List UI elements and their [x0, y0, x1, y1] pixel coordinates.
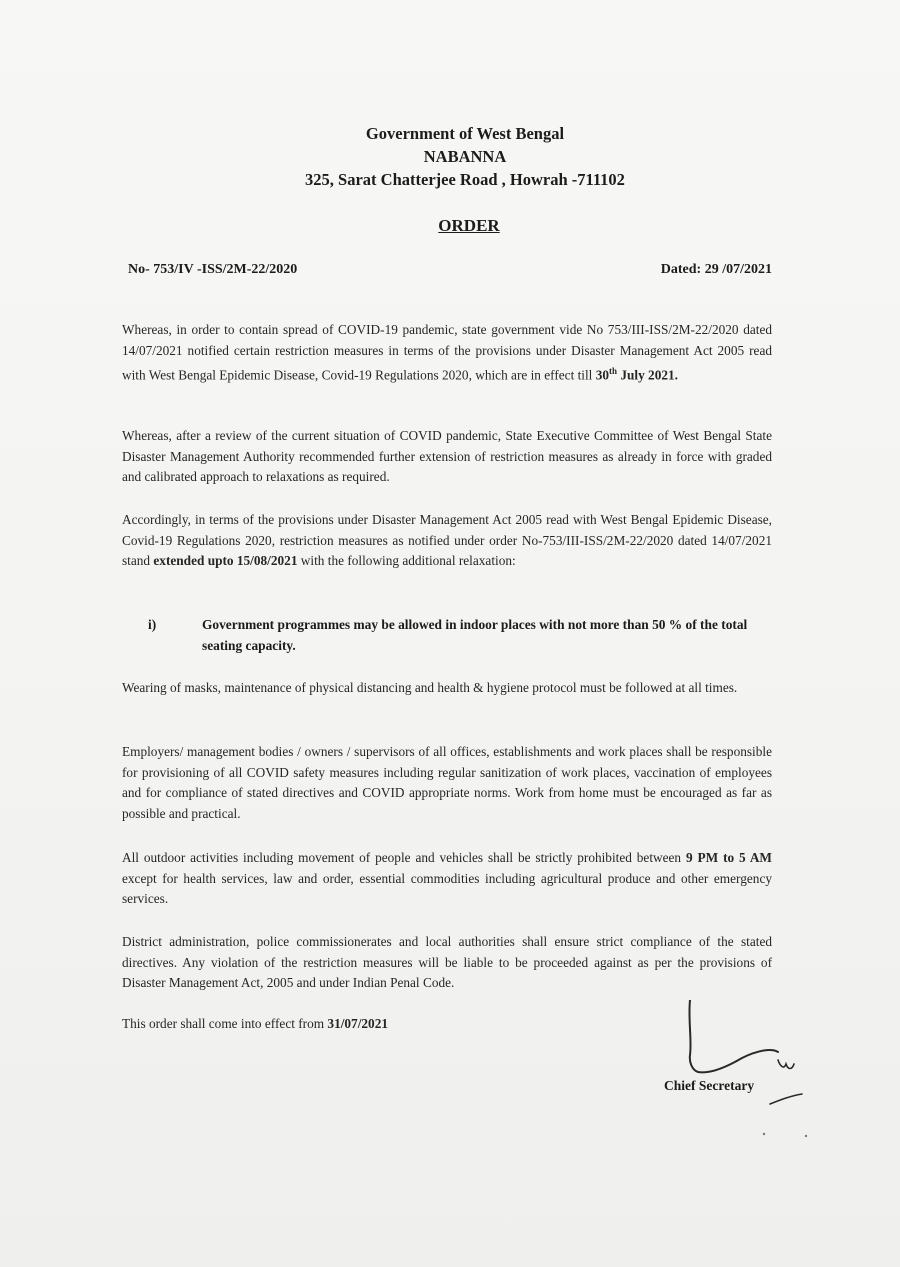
paragraph-9-bold: 31/07/2021 [327, 1016, 388, 1031]
paragraph-2: Whereas, after a review of the current situation of COVID pandemic, State Executive Committee of West Bengal State Disaster Management Authority recommended further extension of restriction measures as already in force with graded and calibrated approach to relaxations as required. [122, 428, 772, 485]
paragraph-6: Employers/ management bodies / owners / supervisors of all offices, establishments and work places shall be responsible for provisioning of all COVID safety measures including regular sanitization of work places, vaccination of employees and for compliance of stated directives and COVID appropriate norms. Work from home must be encouraged as far as possible and practical. [122, 744, 772, 821]
paragraph-7 [122, 848, 772, 910]
paragraph-1-bold-day: 30 [595, 367, 609, 383]
relaxation-item-text: Government programmes may be allowed in indoor places with not more than 50 % of the total seating capacity. [202, 617, 748, 653]
paragraph-5: Wearing of masks, maintenance of physical distancing and health & hygiene protocol must be followed at all times. [122, 680, 738, 695]
order-title-text: ORDER [438, 216, 500, 235]
paragraph-1-text: Whereas, in order to contain spread of COVID-19 pandemic, state government vide No 753/III-ISS/2M-22/2020 dated 14/07/2021 notified certain restriction measures in terms of the provisions under Disaster Management Act 2005 read with West Bengal Epidemic Disease, Covid-19 Regulations 2020, which are in effect till [122, 322, 772, 383]
paragraph-1 [122, 320, 772, 386]
signer-designation: Chief Secretary [664, 1078, 755, 1093]
paragraph-3-bold: extended upto 15/08/2021 [153, 553, 298, 569]
signature-mark [680, 1000, 810, 1120]
paragraph-3 [122, 510, 772, 572]
paragraph-3-rest: with the following additional relaxation: [297, 553, 516, 569]
order-number: No- 753/IV -ISS/2M-22/2020 [128, 262, 298, 277]
paragraph-7-rest: except for health services, law and order, essential commodities including agricultural produce and other emergency services. [122, 870, 772, 907]
relaxation-item-number: i) [148, 617, 157, 632]
paragraph-8: District administration, police commissionerates and local authorities shall ensure strict compliance of the stated directives. Any violation of the restriction measures will be liable to be proceeded against as per the provisions of Disaster Management Act, 2005 and under Indian Penal Code. [122, 934, 772, 991]
order-date: Dated: 29 /07/2021 [660, 262, 772, 277]
letterhead [0, 122, 900, 191]
paragraph-1-bold-rest: July 2021. [617, 367, 678, 383]
header-government: Government of West Bengal [365, 124, 565, 143]
paragraph-7-bold: 9 PM to 5 AM [685, 850, 772, 865]
header-address: 325, Sarat Chatterjee Road , Howrah -711102 [305, 170, 625, 189]
paragraph-9 [122, 1014, 772, 1035]
paragraph-1-bold-sup: th [609, 366, 618, 377]
paragraph-3-text: Accordingly, in terms of the provisions under Disaster Management Act 2005 read with West Bengal Epidemic Disease, Covid-19 Regulations 2020, restriction measures as notified under order No-753/III-ISS/2M-22/2020 dated 14/07/2021 stand [122, 512, 772, 569]
scan-specks [750, 1125, 820, 1145]
paragraph-9-text: This order shall come into effect from [122, 1016, 328, 1031]
header-office: NABANNA [423, 147, 507, 166]
paragraph-7-text: All outdoor activities including movement of people and vehicles shall be strictly prohibited between [122, 850, 686, 865]
order-title [0, 216, 900, 236]
